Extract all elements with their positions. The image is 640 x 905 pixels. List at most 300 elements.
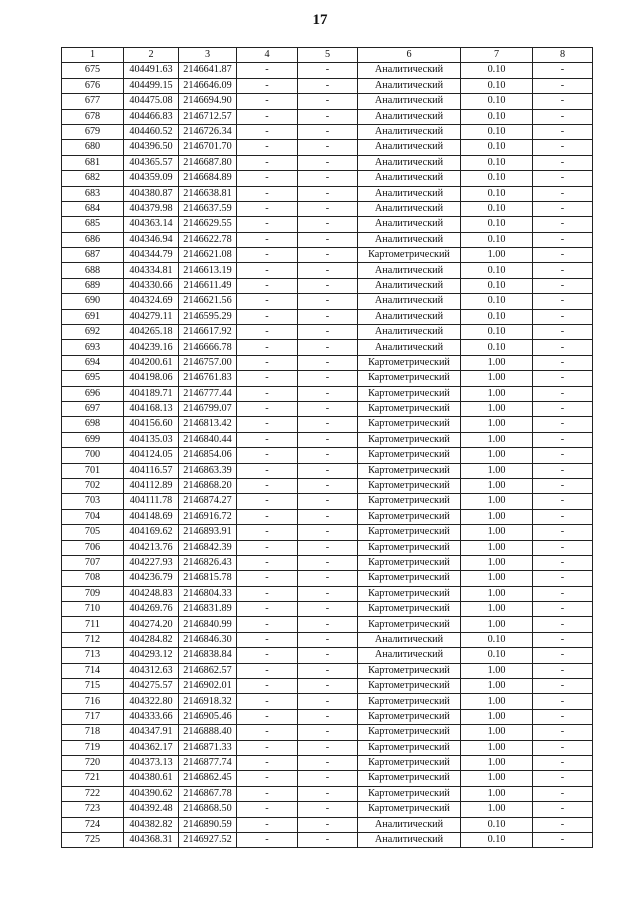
method-cell: Картометрический (358, 509, 461, 524)
column-8-cell: - (533, 740, 593, 755)
table-row (62, 78, 593, 93)
table-row (62, 509, 593, 524)
x-coordinate-cell: 404116.57 (124, 463, 179, 478)
x-coordinate-cell: 404322.80 (124, 694, 179, 709)
x-coordinate-cell: 404189.71 (124, 386, 179, 401)
column-4-cell: - (237, 448, 298, 463)
point-number-cell: 690 (62, 294, 124, 309)
column-5-cell: - (298, 725, 358, 740)
y-coordinate-cell: 2146622.78 (179, 232, 237, 247)
point-number-cell: 679 (62, 124, 124, 139)
precision-cell: 0.10 (461, 217, 533, 232)
precision-cell: 0.10 (461, 263, 533, 278)
column-header: 5 (298, 48, 358, 63)
point-number-cell: 700 (62, 448, 124, 463)
table-row (62, 432, 593, 447)
x-coordinate-cell: 404382.82 (124, 817, 179, 832)
y-coordinate-cell: 2146868.20 (179, 478, 237, 493)
table-row (62, 755, 593, 770)
method-cell: Аналитический (358, 78, 461, 93)
method-cell: Аналитический (358, 171, 461, 186)
column-8-cell: - (533, 232, 593, 247)
point-number-cell: 717 (62, 709, 124, 724)
column-5-cell: - (298, 771, 358, 786)
point-number-cell: 710 (62, 602, 124, 617)
table-row (62, 494, 593, 509)
table-row (62, 586, 593, 601)
precision-cell: 1.00 (461, 694, 533, 709)
column-4-cell: - (237, 725, 298, 740)
x-coordinate-cell: 404334.81 (124, 263, 179, 278)
column-5-cell: - (298, 94, 358, 109)
column-4-cell: - (237, 817, 298, 832)
column-4-cell: - (237, 371, 298, 386)
table-row (62, 325, 593, 340)
table-row (62, 171, 593, 186)
column-4-cell: - (237, 78, 298, 93)
method-cell: Аналитический (358, 278, 461, 293)
point-number-cell: 707 (62, 555, 124, 570)
method-cell: Картометрический (358, 494, 461, 509)
column-header: 7 (461, 48, 533, 63)
column-5-cell: - (298, 140, 358, 155)
y-coordinate-cell: 2146846.30 (179, 632, 237, 647)
column-4-cell: - (237, 217, 298, 232)
method-cell: Аналитический (358, 263, 461, 278)
point-number-cell: 720 (62, 755, 124, 770)
y-coordinate-cell: 2146613.19 (179, 263, 237, 278)
precision-cell: 0.10 (461, 171, 533, 186)
precision-cell: 0.10 (461, 63, 533, 78)
column-5-cell: - (298, 63, 358, 78)
x-coordinate-cell: 404111.78 (124, 494, 179, 509)
precision-cell: 1.00 (461, 494, 533, 509)
column-8-cell: - (533, 124, 593, 139)
y-coordinate-cell: 2146621.56 (179, 294, 237, 309)
precision-cell: 0.10 (461, 78, 533, 93)
method-cell: Аналитический (358, 140, 461, 155)
precision-cell: 0.10 (461, 155, 533, 170)
method-cell: Картометрический (358, 371, 461, 386)
x-coordinate-cell: 404346.94 (124, 232, 179, 247)
x-coordinate-cell: 404239.16 (124, 340, 179, 355)
method-cell: Аналитический (358, 294, 461, 309)
precision-cell: 0.10 (461, 294, 533, 309)
precision-cell: 1.00 (461, 571, 533, 586)
column-5-cell: - (298, 509, 358, 524)
method-cell: Аналитический (358, 124, 461, 139)
table-row (62, 232, 593, 247)
method-cell: Картометрический (358, 555, 461, 570)
x-coordinate-cell: 404227.93 (124, 555, 179, 570)
column-8-cell: - (533, 832, 593, 847)
method-cell: Аналитический (358, 94, 461, 109)
column-5-cell: - (298, 648, 358, 663)
table-row (62, 217, 593, 232)
y-coordinate-cell: 2146761.83 (179, 371, 237, 386)
column-8-cell: - (533, 263, 593, 278)
method-cell: Аналитический (358, 817, 461, 832)
y-coordinate-cell: 2146868.50 (179, 802, 237, 817)
column-header: 4 (237, 48, 298, 63)
column-8-cell: - (533, 155, 593, 170)
method-cell: Картометрический (358, 602, 461, 617)
y-coordinate-cell: 2146862.45 (179, 771, 237, 786)
x-coordinate-cell: 404248.83 (124, 586, 179, 601)
precision-cell: 0.10 (461, 325, 533, 340)
point-number-cell: 708 (62, 571, 124, 586)
column-8-cell: - (533, 401, 593, 416)
y-coordinate-cell: 2146840.99 (179, 617, 237, 632)
table-row (62, 648, 593, 663)
column-header: 6 (358, 48, 461, 63)
column-5-cell: - (298, 478, 358, 493)
y-coordinate-cell: 2146840.44 (179, 432, 237, 447)
method-cell: Картометрический (358, 417, 461, 432)
table-row (62, 832, 593, 847)
table-row (62, 309, 593, 324)
column-4-cell: - (237, 171, 298, 186)
column-8-cell: - (533, 78, 593, 93)
x-coordinate-cell: 404198.06 (124, 371, 179, 386)
column-5-cell: - (298, 786, 358, 801)
column-8-cell: - (533, 494, 593, 509)
column-8-cell: - (533, 679, 593, 694)
precision-cell: 0.10 (461, 832, 533, 847)
column-8-cell: - (533, 171, 593, 186)
column-4-cell: - (237, 679, 298, 694)
method-cell: Аналитический (358, 186, 461, 201)
table-row (62, 525, 593, 540)
column-5-cell: - (298, 355, 358, 370)
method-cell: Картометрический (358, 571, 461, 586)
precision-cell: 0.10 (461, 186, 533, 201)
precision-cell: 1.00 (461, 586, 533, 601)
column-4-cell: - (237, 140, 298, 155)
column-5-cell: - (298, 709, 358, 724)
method-cell: Аналитический (358, 155, 461, 170)
column-8-cell: - (533, 325, 593, 340)
point-number-cell: 706 (62, 540, 124, 555)
column-5-cell: - (298, 201, 358, 216)
table-row (62, 463, 593, 478)
table-row (62, 248, 593, 263)
y-coordinate-cell: 2146831.89 (179, 602, 237, 617)
x-coordinate-cell: 404333.66 (124, 709, 179, 724)
method-cell: Аналитический (358, 832, 461, 847)
table-row (62, 555, 593, 570)
precision-cell: 1.00 (461, 755, 533, 770)
column-8-cell: - (533, 63, 593, 78)
x-coordinate-cell: 404380.87 (124, 186, 179, 201)
method-cell: Картометрический (358, 355, 461, 370)
column-5-cell: - (298, 340, 358, 355)
method-cell: Картометрический (358, 663, 461, 678)
precision-cell: 1.00 (461, 248, 533, 263)
column-4-cell: - (237, 386, 298, 401)
column-8-cell: - (533, 448, 593, 463)
method-cell: Аналитический (358, 232, 461, 247)
point-number-cell: 696 (62, 386, 124, 401)
column-8-cell: - (533, 602, 593, 617)
x-coordinate-cell: 404284.82 (124, 632, 179, 647)
method-cell: Картометрический (358, 802, 461, 817)
point-number-cell: 684 (62, 201, 124, 216)
point-number-cell: 711 (62, 617, 124, 632)
column-header: 2 (124, 48, 179, 63)
y-coordinate-cell: 2146595.29 (179, 309, 237, 324)
y-coordinate-cell: 2146629.55 (179, 217, 237, 232)
column-header: 1 (62, 48, 124, 63)
method-cell: Картометрический (358, 463, 461, 478)
column-5-cell: - (298, 740, 358, 755)
x-coordinate-cell: 404362.17 (124, 740, 179, 755)
column-4-cell: - (237, 124, 298, 139)
column-8-cell: - (533, 709, 593, 724)
page-number: 17 (312, 12, 328, 28)
point-number-cell: 677 (62, 94, 124, 109)
x-coordinate-cell: 404200.61 (124, 355, 179, 370)
table-row (62, 94, 593, 109)
method-cell: Картометрический (358, 725, 461, 740)
point-number-cell: 712 (62, 632, 124, 647)
column-5-cell: - (298, 540, 358, 555)
column-4-cell: - (237, 694, 298, 709)
column-4-cell: - (237, 478, 298, 493)
column-4-cell: - (237, 740, 298, 755)
coordinates-table (61, 47, 593, 848)
column-8-cell: - (533, 201, 593, 216)
y-coordinate-cell: 2146862.57 (179, 663, 237, 678)
column-4-cell: - (237, 401, 298, 416)
precision-cell: 0.10 (461, 340, 533, 355)
x-coordinate-cell: 404148.69 (124, 509, 179, 524)
table-row (62, 802, 593, 817)
column-4-cell: - (237, 755, 298, 770)
point-number-cell: 693 (62, 340, 124, 355)
precision-cell: 1.00 (461, 386, 533, 401)
precision-cell: 1.00 (461, 709, 533, 724)
y-coordinate-cell: 2146687.80 (179, 155, 237, 170)
x-coordinate-cell: 404466.83 (124, 109, 179, 124)
method-cell: Аналитический (358, 632, 461, 647)
y-coordinate-cell: 2146871.33 (179, 740, 237, 755)
precision-cell: 1.00 (461, 786, 533, 801)
table-row (62, 109, 593, 124)
column-5-cell: - (298, 294, 358, 309)
point-number-cell: 688 (62, 263, 124, 278)
y-coordinate-cell: 2146854.06 (179, 448, 237, 463)
point-number-cell: 721 (62, 771, 124, 786)
precision-cell: 1.00 (461, 663, 533, 678)
column-8-cell: - (533, 648, 593, 663)
x-coordinate-cell: 404168.13 (124, 401, 179, 416)
table-row (62, 663, 593, 678)
point-number-cell: 704 (62, 509, 124, 524)
column-8-cell: - (533, 109, 593, 124)
column-5-cell: - (298, 602, 358, 617)
point-number-cell: 691 (62, 309, 124, 324)
x-coordinate-cell: 404460.52 (124, 124, 179, 139)
table-row (62, 63, 593, 78)
y-coordinate-cell: 2146874.27 (179, 494, 237, 509)
x-coordinate-cell: 404330.66 (124, 278, 179, 293)
column-5-cell: - (298, 186, 358, 201)
table-row (62, 294, 593, 309)
column-5-cell: - (298, 448, 358, 463)
y-coordinate-cell: 2146863.39 (179, 463, 237, 478)
column-4-cell: - (237, 525, 298, 540)
x-coordinate-cell: 404169.62 (124, 525, 179, 540)
table-row (62, 478, 593, 493)
x-coordinate-cell: 404112.89 (124, 478, 179, 493)
y-coordinate-cell: 2146694.90 (179, 94, 237, 109)
point-number-cell: 716 (62, 694, 124, 709)
x-coordinate-cell: 404365.57 (124, 155, 179, 170)
table-header-row (62, 48, 593, 63)
point-number-cell: 715 (62, 679, 124, 694)
point-number-cell: 709 (62, 586, 124, 601)
point-number-cell: 682 (62, 171, 124, 186)
column-8-cell: - (533, 525, 593, 540)
method-cell: Аналитический (358, 201, 461, 216)
x-coordinate-cell: 404368.31 (124, 832, 179, 847)
column-5-cell: - (298, 278, 358, 293)
x-coordinate-cell: 404359.09 (124, 171, 179, 186)
point-number-cell: 686 (62, 232, 124, 247)
precision-cell: 1.00 (461, 355, 533, 370)
y-coordinate-cell: 2146867.78 (179, 786, 237, 801)
precision-cell: 1.00 (461, 555, 533, 570)
column-4-cell: - (237, 263, 298, 278)
y-coordinate-cell: 2146893.91 (179, 525, 237, 540)
column-4-cell: - (237, 309, 298, 324)
table-row (62, 140, 593, 155)
table-row (62, 386, 593, 401)
table-row (62, 632, 593, 647)
x-coordinate-cell: 404363.14 (124, 217, 179, 232)
y-coordinate-cell: 2146617.92 (179, 325, 237, 340)
column-4-cell: - (237, 663, 298, 678)
column-4-cell: - (237, 832, 298, 847)
column-8-cell: - (533, 663, 593, 678)
point-number-cell: 676 (62, 78, 124, 93)
column-5-cell: - (298, 248, 358, 263)
precision-cell: 1.00 (461, 617, 533, 632)
column-4-cell: - (237, 201, 298, 216)
table-row (62, 694, 593, 709)
precision-cell: 0.10 (461, 278, 533, 293)
precision-cell: 1.00 (461, 463, 533, 478)
x-coordinate-cell: 404275.57 (124, 679, 179, 694)
column-4-cell: - (237, 355, 298, 370)
method-cell: Картометрический (358, 740, 461, 755)
column-8-cell: - (533, 725, 593, 740)
table-row (62, 355, 593, 370)
precision-cell: 1.00 (461, 371, 533, 386)
column-8-cell: - (533, 432, 593, 447)
x-coordinate-cell: 404373.13 (124, 755, 179, 770)
x-coordinate-cell: 404293.12 (124, 648, 179, 663)
point-number-cell: 699 (62, 432, 124, 447)
column-8-cell: - (533, 278, 593, 293)
column-4-cell: - (237, 463, 298, 478)
column-4-cell: - (237, 278, 298, 293)
column-5-cell: - (298, 263, 358, 278)
table-row (62, 679, 593, 694)
column-8-cell: - (533, 817, 593, 832)
point-number-cell: 681 (62, 155, 124, 170)
x-coordinate-cell: 404312.63 (124, 663, 179, 678)
precision-cell: 1.00 (461, 740, 533, 755)
method-cell: Картометрический (358, 755, 461, 770)
point-number-cell: 722 (62, 786, 124, 801)
column-5-cell: - (298, 694, 358, 709)
table-row (62, 602, 593, 617)
precision-cell: 0.10 (461, 140, 533, 155)
precision-cell: 1.00 (461, 417, 533, 432)
column-5-cell: - (298, 124, 358, 139)
column-8-cell: - (533, 463, 593, 478)
precision-cell: 1.00 (461, 602, 533, 617)
column-4-cell: - (237, 586, 298, 601)
point-number-cell: 692 (62, 325, 124, 340)
column-4-cell: - (237, 617, 298, 632)
column-8-cell: - (533, 186, 593, 201)
column-5-cell: - (298, 555, 358, 570)
table-row (62, 155, 593, 170)
y-coordinate-cell: 2146712.57 (179, 109, 237, 124)
column-4-cell: - (237, 325, 298, 340)
point-number-cell: 683 (62, 186, 124, 201)
y-coordinate-cell: 2146684.89 (179, 171, 237, 186)
column-4-cell: - (237, 340, 298, 355)
precision-cell: 0.10 (461, 232, 533, 247)
column-8-cell: - (533, 586, 593, 601)
y-coordinate-cell: 2146927.52 (179, 832, 237, 847)
column-5-cell: - (298, 309, 358, 324)
table-row (62, 617, 593, 632)
y-coordinate-cell: 2146799.07 (179, 401, 237, 416)
y-coordinate-cell: 2146804.33 (179, 586, 237, 601)
y-coordinate-cell: 2146902.01 (179, 679, 237, 694)
precision-cell: 0.10 (461, 94, 533, 109)
point-number-cell: 701 (62, 463, 124, 478)
table-row (62, 725, 593, 740)
column-8-cell: - (533, 632, 593, 647)
column-4-cell: - (237, 709, 298, 724)
table-row (62, 417, 593, 432)
method-cell: Картометрический (358, 540, 461, 555)
method-cell: Картометрический (358, 679, 461, 694)
column-5-cell: - (298, 463, 358, 478)
x-coordinate-cell: 404347.91 (124, 725, 179, 740)
y-coordinate-cell: 2146666.78 (179, 340, 237, 355)
point-number-cell: 718 (62, 725, 124, 740)
column-5-cell: - (298, 325, 358, 340)
method-cell: Аналитический (358, 648, 461, 663)
x-coordinate-cell: 404499.15 (124, 78, 179, 93)
point-number-cell: 725 (62, 832, 124, 847)
table-row (62, 124, 593, 139)
y-coordinate-cell: 2146826.43 (179, 555, 237, 570)
point-number-cell: 724 (62, 817, 124, 832)
precision-cell: 0.10 (461, 632, 533, 647)
table-row (62, 786, 593, 801)
point-number-cell: 678 (62, 109, 124, 124)
x-coordinate-cell: 404324.69 (124, 294, 179, 309)
method-cell: Картометрический (358, 586, 461, 601)
